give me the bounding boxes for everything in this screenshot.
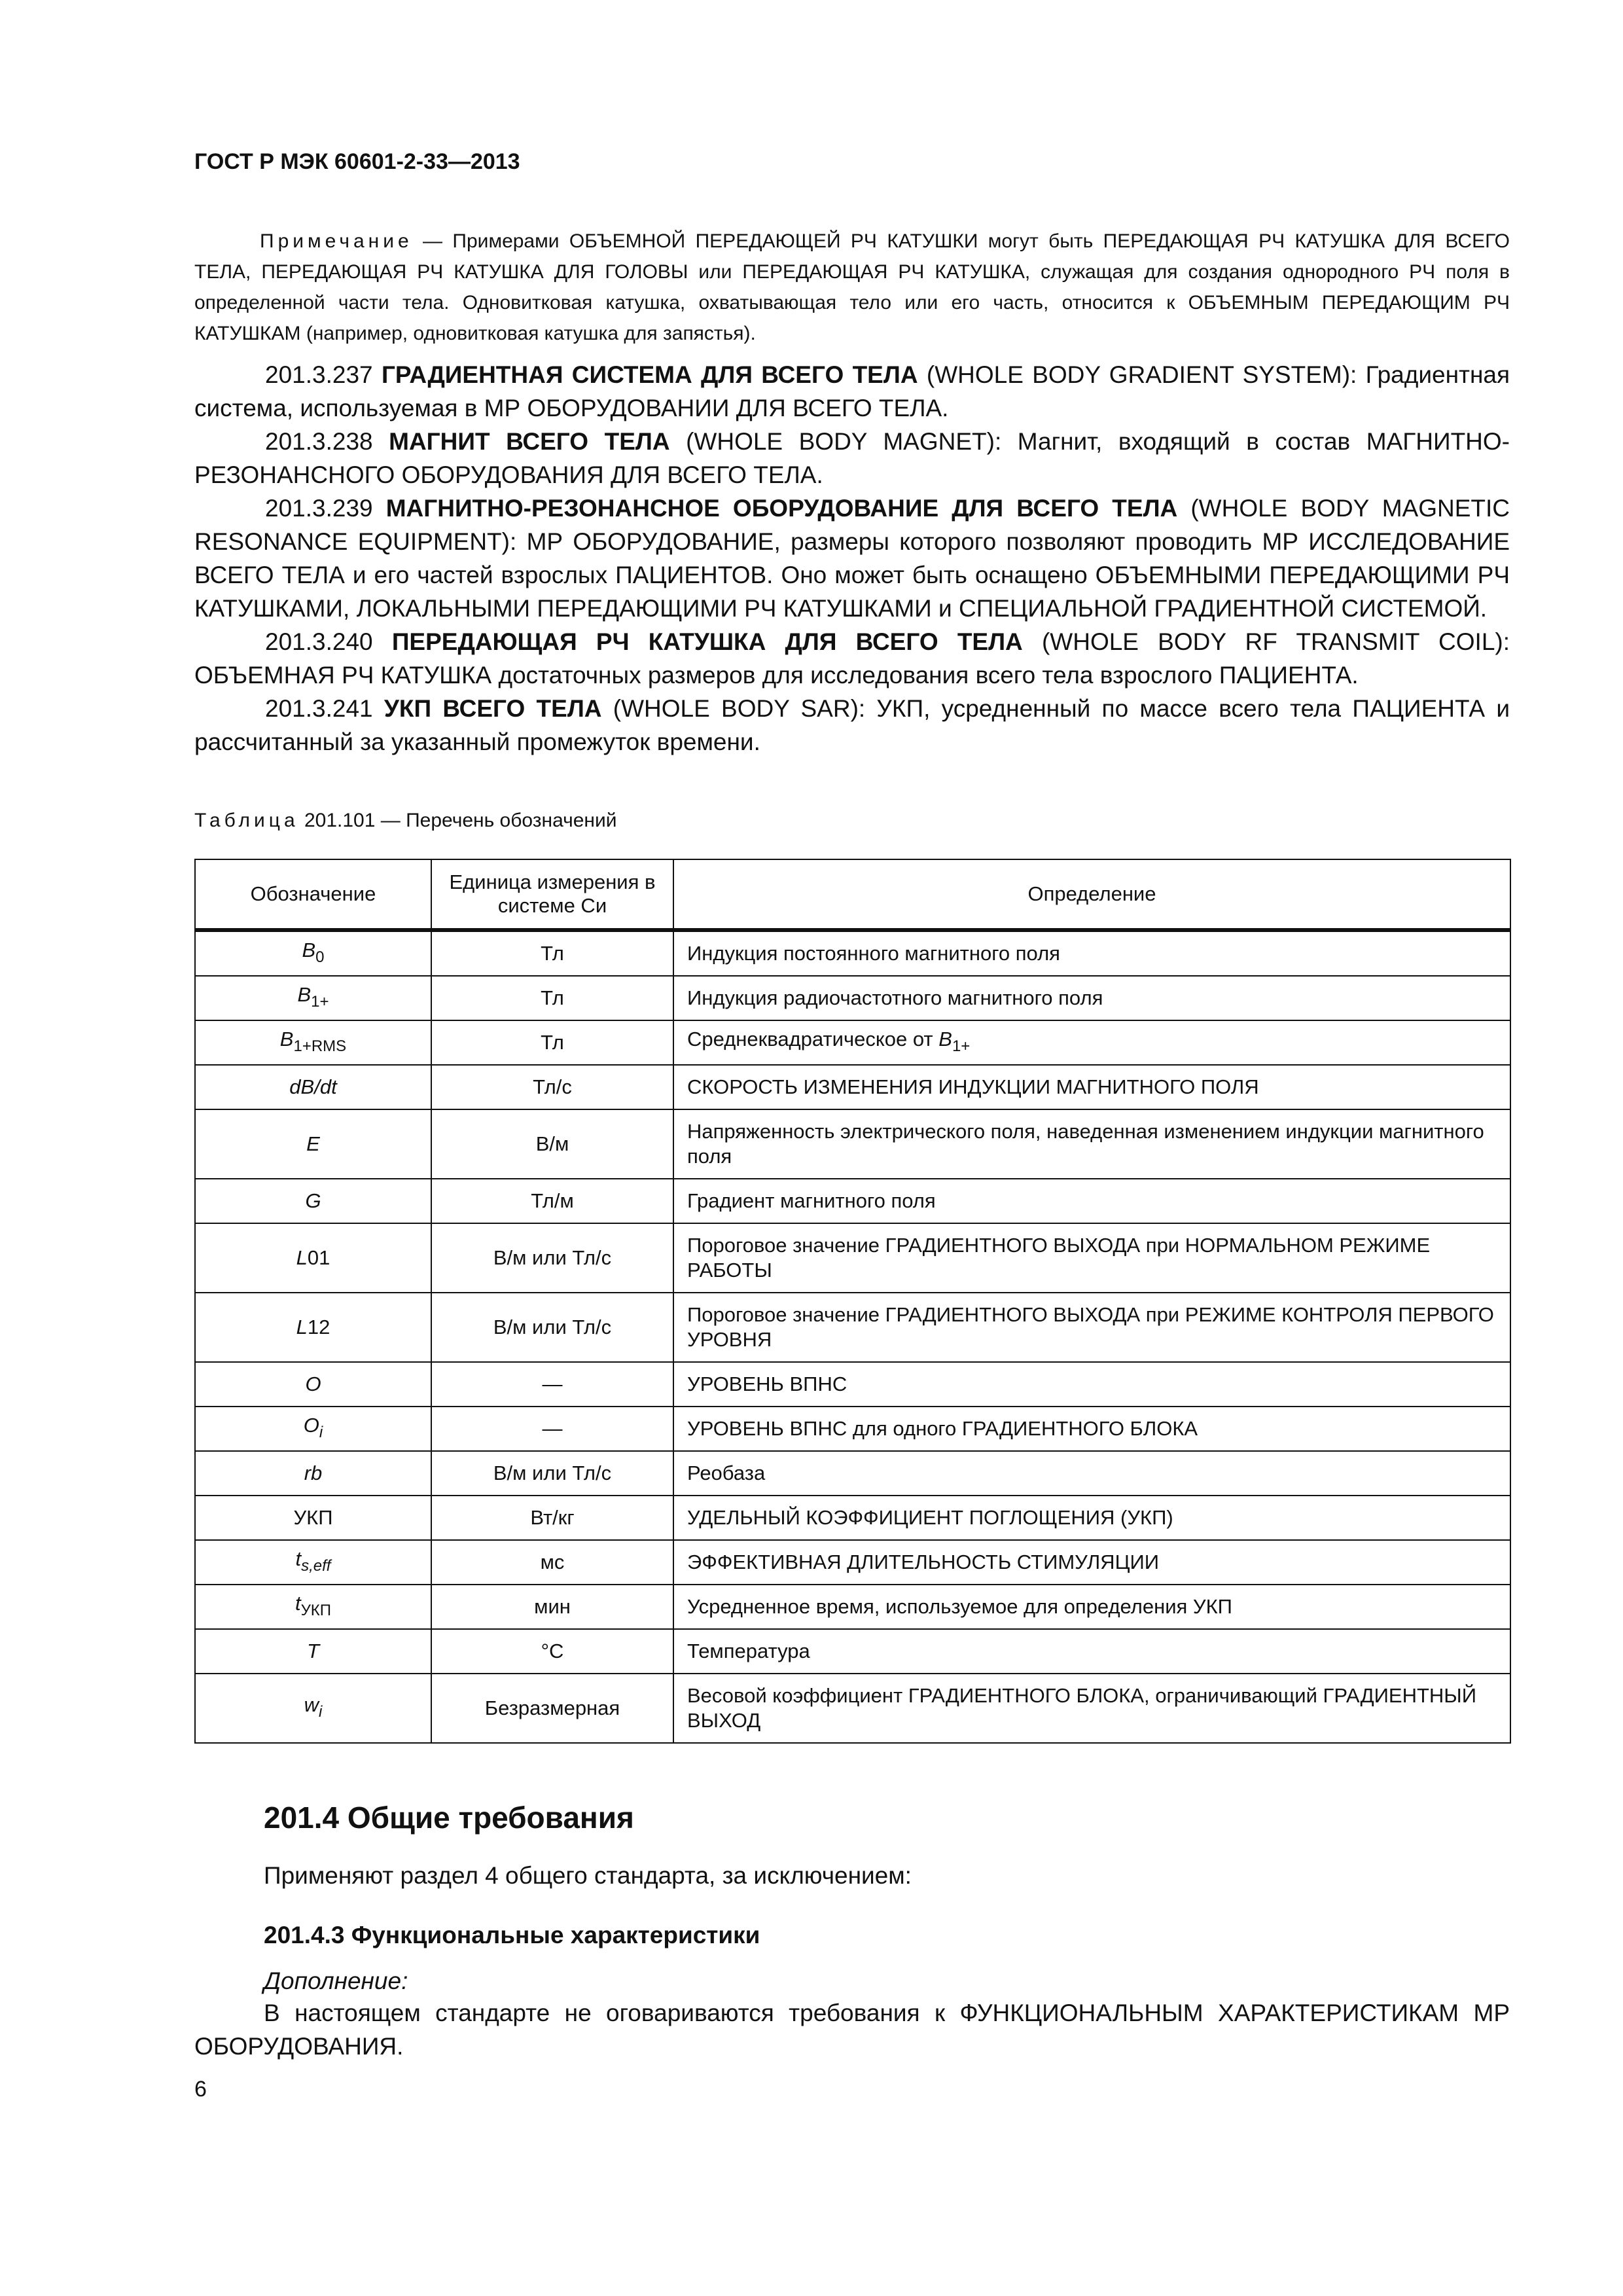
symbol-cell: dB/dt [195,1065,431,1109]
table-row [195,1407,1510,1451]
definition-cell: Индукция радиочастотного магнитного поля [673,976,1510,1020]
symbol-cell: $O_i$ [195,1407,431,1451]
definition-number: 201.3.240 [265,628,373,655]
symbol-cell: $w_i$ [195,1674,431,1743]
unit-cell: В/м или Тл/с [431,1223,673,1293]
symbol-cell: L12 [195,1293,431,1362]
definition-cell: Весовой коэффициент ГРАДИЕНТНОГО БЛОКА, ограничивающий ГРАДИЕНТНЫЙ ВЫХОД [673,1674,1510,1743]
unit-cell: Безразмерная [431,1674,673,1743]
definition-number: 201.3.241 [265,695,373,722]
definition-cell: Усредненное время, используемое для определения УКП [673,1585,1510,1629]
definition-cell: СКОРОСТЬ ИЗМЕНЕНИЯ ИНДУКЦИИ МАГНИТНОГО ПОЛЯ [673,1065,1510,1109]
definition-term: ПЕРЕДАЮЩАЯ РЧ КАТУШКА ДЛЯ ВСЕГО ТЕЛА [391,628,1023,655]
table-row [195,1451,1510,1496]
definition-number: 201.3.239 [265,495,373,522]
definition-cell: УДЕЛЬНЫЙ КОЭФФИЦИЕНТ ПОГЛОЩЕНИЯ (УКП) [673,1496,1510,1540]
unit-cell: Вт/кг [431,1496,673,1540]
definition-term: УКП ВСЕГО ТЕЛА [383,695,602,722]
table-row [195,1362,1510,1407]
unit-cell: мин [431,1585,673,1629]
definition-text: (WHOLE BODY MAGNETIC RESONANCE EQUIPMENT): МР ОБОРУДОВАНИЕ, размеры которого позволяют проводить МР ИССЛЕДОВАНИЕ ВСЕГО ТЕЛА и его частей взрослых ПАЦИЕНТОВ. Оно может быть оснащено ОБЪЕМНЫМИ ПЕРЕДАЮЩИМИ РЧ КАТУШКАМИ, ЛОКАЛЬНЫМИ ПЕРЕДАЮЩИМИ РЧ КАТУШКАМИ и СПЕЦИАЛЬНОЙ ГРАДИЕНТНОЙ СИСТЕМОЙ. [194,495,1510,622]
column-header: Обозначение [195,859,431,930]
symbol-cell: УКП [195,1496,431,1540]
section-intro: Применяют раздел 4 общего стандарта, за исключением: [264,1862,912,1889]
symbol-cell: T [195,1629,431,1674]
definition-term: МАГНИТНО-РЕЗОНАНСНОЕ ОБОРУДОВАНИЕ ДЛЯ ВСЕГО ТЕЛА [385,495,1178,522]
note-text: — Примерами ОБЪЕМНОЙ ПЕРЕДАЮЩЕЙ РЧ КАТУШКИ могут быть ПЕРЕДАЮЩАЯ РЧ КАТУШКА ДЛЯ ВСЕГО ТЕЛА, ПЕРЕДАЮЩАЯ РЧ КАТУШКА ДЛЯ ГОЛОВЫ или ПЕРЕДАЮЩАЯ РЧ КАТУШКА, служащая для создания однородного РЧ поля в определенной части тела. Одновитковая катушка, охватывающая тело или его часть, относится к ОБЪЕМНЫМ ПЕРЕДАЮЩИМ РЧ КАТУШКАМ (например, одновитковая катушка для запястья). [194,230,1510,344]
unit-cell: В/м или Тл/с [431,1293,673,1362]
unit-cell: В/м [431,1109,673,1179]
document-header: ГОСТ Р МЭК 60601-2-33—2013 [194,149,520,174]
symbol-cell: $t_{s,eff}$ [195,1540,431,1585]
unit-cell: Тл/м [431,1179,673,1223]
definition-cell: Пороговое значение ГРАДИЕНТНОГО ВЫХОДА при НОРМАЛЬНОМ РЕЖИМЕ РАБОТЫ [673,1223,1510,1293]
symbol-cell: E [195,1109,431,1179]
unit-cell: — [431,1362,673,1407]
table-caption-label: Таблица [194,810,299,831]
table-row [195,1179,1510,1223]
symbol-cell: $B_{1+}$ [195,976,431,1020]
definition-text: (WHOLE BODY GRADIENT SYSTEM): Градиентная система, используемая в МР ОБОРУДОВАНИИ ДЛЯ ВСЕГО ТЕЛА. [194,361,1510,422]
table-caption-text: 201.101 — Перечень обозначений [298,810,617,831]
symbol-cell: $t_{УКП}$ [195,1585,431,1629]
symbol-cell: $B_{1+RMS}$ [195,1020,431,1065]
subsection-heading: 201.4.3 Функциональные характеристики [264,1922,760,1948]
symbol-cell: $B_0$ [195,930,431,976]
addition-label: Дополнение: [264,1967,408,1994]
definition-paragraph [194,692,1510,759]
table-row [195,1496,1510,1540]
definition-paragraph [194,425,1510,492]
unit-cell: Тл [431,930,673,976]
addition-text: В настоящем стандарте не оговариваются требования к ФУНКЦИОНАЛЬНЫМ ХАРАКТЕРИСТИКАМ МР ОБОРУДОВАНИЯ. [194,2000,1510,2060]
unit-cell: °C [431,1629,673,1674]
table-row [195,1674,1510,1743]
table-row [195,930,1510,976]
definition-cell: Индукция постоянного магнитного поля [673,930,1510,976]
symbol-cell: O [195,1362,431,1407]
definition-text: (WHOLE BODY MAGNET): Магнит, входящий в состав МАГНИТНО-РЕЗОНАНСНОГО ОБОРУДОВАНИЯ ДЛЯ ВСЕГО ТЕЛА. [194,428,1510,488]
unit-cell: Тл/с [431,1065,673,1109]
unit-cell: В/м или Тл/с [431,1451,673,1496]
table-row [195,1020,1510,1065]
column-header: Единица измерения в системе Си [431,859,673,930]
symbol-cell: G [195,1179,431,1223]
definition-paragraph [194,358,1510,425]
page-number: 6 [194,2077,207,2102]
table-row [195,976,1510,1020]
table-row [195,1629,1510,1674]
definition-term: ГРАДИЕНТНАЯ СИСТЕМА ДЛЯ ВСЕГО ТЕЛА [381,361,918,388]
definition-cell: Реобаза [673,1451,1510,1496]
table-caption [194,810,617,832]
column-header: Определение [673,859,1510,930]
note-paragraph [194,226,1510,349]
table-row [195,1109,1510,1179]
definition-cell: УРОВЕНЬ ВПНС [673,1362,1510,1407]
definition-paragraph [194,492,1510,625]
definition-cell: Напряженность электрического поля, наведенная изменением индукции магнитного поля [673,1109,1510,1179]
table-row [195,1065,1510,1109]
definition-cell: Градиент магнитного поля [673,1179,1510,1223]
definition-text: (WHOLE BODY SAR): УКП, усредненный по массе всего тела ПАЦИЕНТА и рассчитанный за указанный промежуток времени. [194,695,1510,755]
definition-paragraph [194,625,1510,692]
table-row [195,1223,1510,1293]
unit-cell: Тл [431,976,673,1020]
table-row [195,1585,1510,1629]
definitions-block [194,358,1510,759]
symbol-cell: L01 [195,1223,431,1293]
definition-number: 201.3.238 [265,428,373,455]
section-heading: 201.4 Общие требования [264,1801,634,1835]
symbol-cell: rb [195,1451,431,1496]
definition-text: (WHOLE BODY RF TRANSMIT COIL): ОБЪЕМНАЯ РЧ КАТУШКА достаточных размеров для исследования всего тела взрослого ПАЦИЕНТА. [194,628,1510,689]
table-header-row [195,859,1510,930]
definition-cell: Температура [673,1629,1510,1674]
symbols-table [194,859,1511,1744]
table-row [195,1540,1510,1585]
definition-cell: Среднеквадратическое от $B_{1+}$ [673,1020,1510,1065]
definition-cell: ЭФФЕКТИВНАЯ ДЛИТЕЛЬНОСТЬ СТИМУЛЯЦИИ [673,1540,1510,1585]
unit-cell: Тл [431,1020,673,1065]
definition-term: МАГНИТ ВСЕГО ТЕЛА [389,428,670,455]
definition-cell: Пороговое значение ГРАДИЕНТНОГО ВЫХОДА при РЕЖИМЕ КОНТРОЛЯ ПЕРВОГО УРОВНЯ [673,1293,1510,1362]
table-row [195,1293,1510,1362]
definition-number: 201.3.237 [265,361,373,388]
unit-cell: — [431,1407,673,1451]
unit-cell: мс [431,1540,673,1585]
note-label: Примечание [260,230,413,252]
definition-cell: УРОВЕНЬ ВПНС для одного ГРАДИЕНТНОГО БЛОКА [673,1407,1510,1451]
